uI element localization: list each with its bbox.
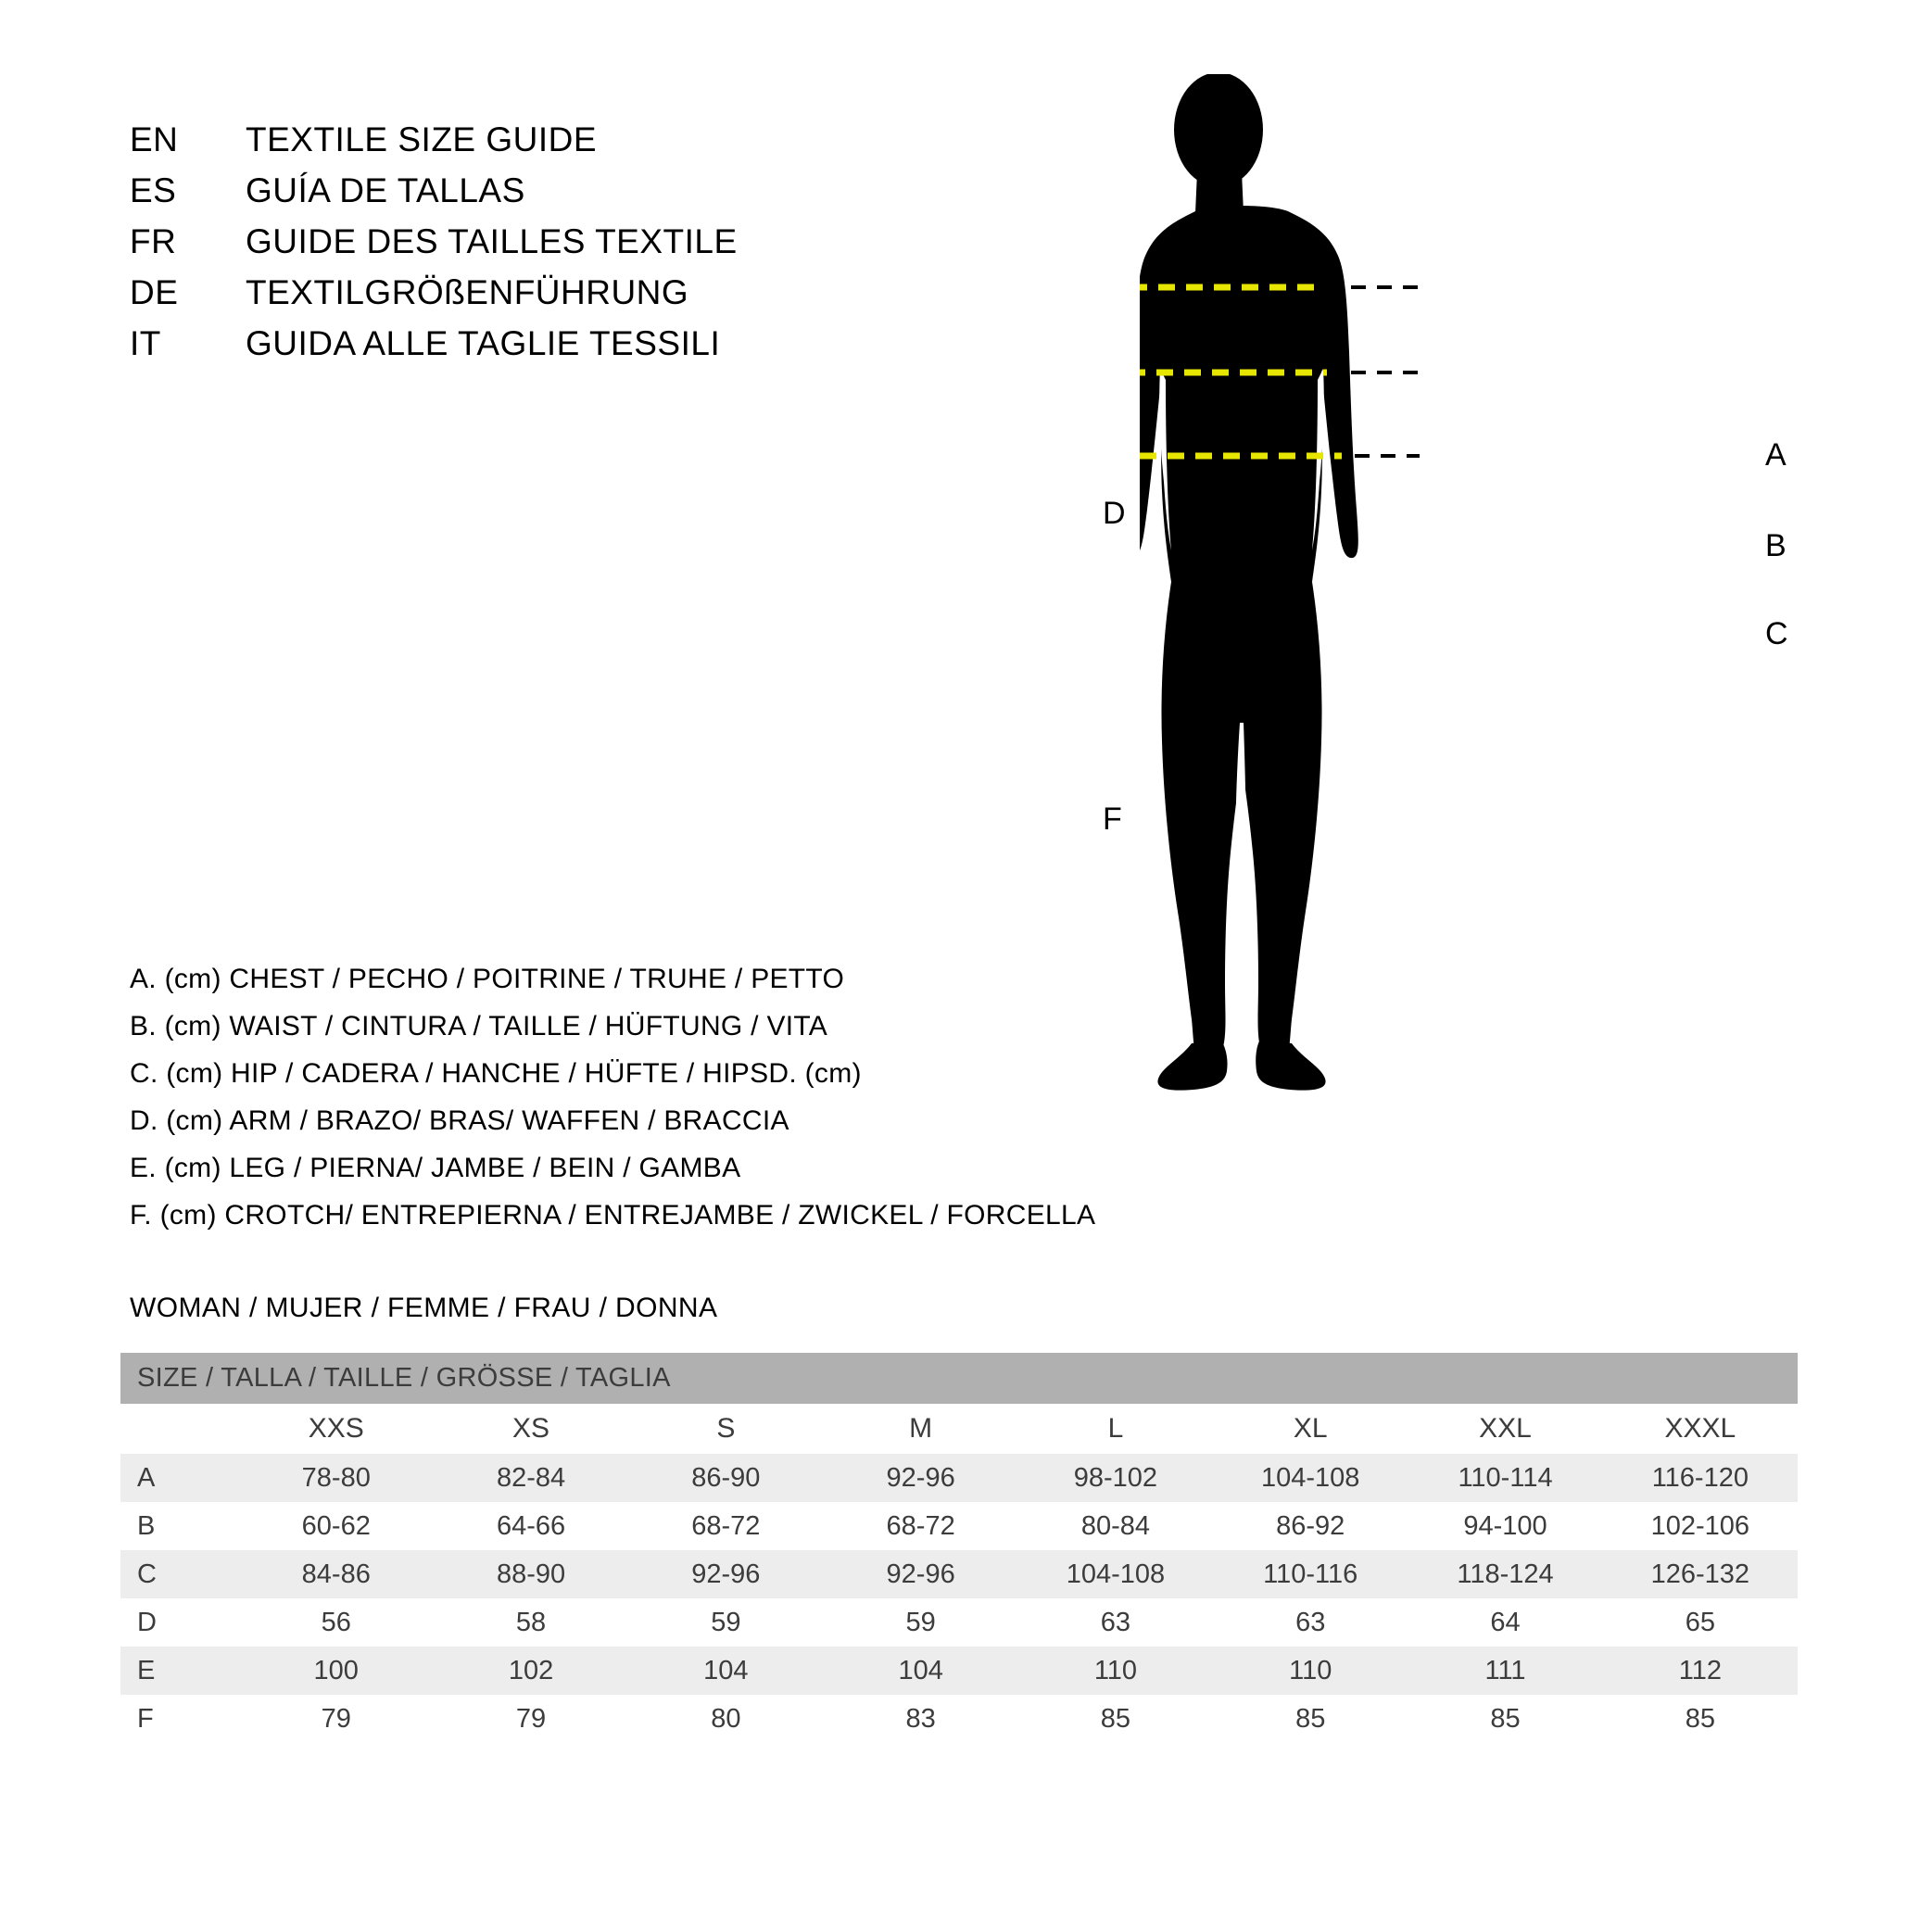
table-title: SIZE / TALLA / TAILLE / GRÖSSE / TAGLIA: [120, 1353, 1798, 1404]
language-code: EN: [130, 120, 179, 158]
callout-label-c: C: [1765, 616, 1788, 651]
cell-e-xxl: 111: [1408, 1647, 1602, 1695]
callout-label-a: A: [1765, 437, 1787, 473]
table-row: [120, 1454, 1798, 1502]
cell-d-xxxl: 65: [1603, 1598, 1798, 1647]
corner-cell: [120, 1404, 239, 1454]
column-header-s: S: [628, 1404, 823, 1454]
language-code: ES: [130, 171, 177, 209]
cell-d-xxs: 56: [239, 1598, 434, 1647]
legend-item-e: E. (cm) LEG / PIERNA/ JAMBE / BEIN / GAMBA: [130, 1153, 741, 1183]
group-heading: WOMAN / MUJER / FEMME / FRAU / DONNA: [130, 1293, 718, 1323]
row-label-c: C: [120, 1550, 239, 1598]
language-title: GUÍA DE TALLAS: [246, 171, 525, 209]
callout-label-b: B: [1765, 528, 1787, 563]
language-title: GUIDE DES TAILLES TEXTILE: [246, 222, 738, 260]
cell-f-xl: 85: [1213, 1695, 1408, 1743]
cell-a-l: 98-102: [1018, 1454, 1213, 1502]
cell-f-xxs: 79: [239, 1695, 434, 1743]
language-title: GUIDA ALLE TAGLIE TESSILI: [246, 324, 721, 362]
cell-e-xxs: 100: [239, 1647, 434, 1695]
cell-f-m: 83: [823, 1695, 1017, 1743]
body-measurement-diagram: [1103, 74, 1872, 1214]
title-row: [130, 222, 871, 273]
cell-e-xl: 110: [1213, 1647, 1408, 1695]
table-row: [120, 1647, 1798, 1695]
cell-d-l: 63: [1018, 1598, 1213, 1647]
cell-a-xl: 104-108: [1213, 1454, 1408, 1502]
title-row: [130, 273, 871, 324]
column-header-l: L: [1018, 1404, 1213, 1454]
table-row: [120, 1502, 1798, 1550]
title-row: [130, 120, 871, 171]
title-row: [130, 171, 871, 222]
cell-e-xxxl: 112: [1603, 1647, 1798, 1695]
cell-c-s: 92-96: [628, 1550, 823, 1598]
cell-a-xxl: 110-114: [1408, 1454, 1602, 1502]
language-code: FR: [130, 222, 177, 260]
column-header-xxl: XXL: [1408, 1404, 1602, 1454]
column-header-m: M: [823, 1404, 1017, 1454]
cell-d-xxl: 64: [1408, 1598, 1602, 1647]
legend-item-d: D. (cm) ARM / BRAZO/ BRAS/ WAFFEN / BRACCIA: [130, 1105, 789, 1136]
row-label-a: A: [120, 1454, 239, 1502]
language-code: DE: [130, 273, 179, 311]
cell-b-xxxl: 102-106: [1603, 1502, 1798, 1550]
cell-c-xxs: 84-86: [239, 1550, 434, 1598]
column-header-xxxl: XXXL: [1603, 1404, 1798, 1454]
measurement-legend: [130, 964, 1195, 1247]
language-title: TEXTILE SIZE GUIDE: [246, 120, 598, 158]
cell-d-xs: 58: [434, 1598, 628, 1647]
table-row: [120, 1695, 1798, 1743]
cell-f-xxxl: 85: [1603, 1695, 1798, 1743]
cell-d-m: 59: [823, 1598, 1017, 1647]
cell-b-s: 68-72: [628, 1502, 823, 1550]
cell-a-xxs: 78-80: [239, 1454, 434, 1502]
table-header-row: [120, 1404, 1798, 1454]
cell-b-l: 80-84: [1018, 1502, 1213, 1550]
cell-c-xxxl: 126-132: [1603, 1550, 1798, 1598]
silhouette-svg: [1140, 74, 1872, 1214]
cell-e-xs: 102: [434, 1647, 628, 1695]
cell-c-xxl: 118-124: [1408, 1550, 1602, 1598]
legend-item-a: A. (cm) CHEST / PECHO / POITRINE / TRUHE / PETTO: [130, 964, 845, 994]
cell-a-xs: 82-84: [434, 1454, 628, 1502]
cell-a-m: 92-96: [823, 1454, 1017, 1502]
size-table: [120, 1353, 1798, 1743]
table-row: [120, 1598, 1798, 1647]
cell-c-l: 104-108: [1018, 1550, 1213, 1598]
language-title-block: [130, 120, 871, 375]
cell-b-xl: 86-92: [1213, 1502, 1408, 1550]
row-label-f: F: [120, 1695, 239, 1743]
legend-item-c: C. (cm) HIP / CADERA / HANCHE / HÜFTE / HIPSD. (cm): [130, 1058, 862, 1089]
cell-b-m: 68-72: [823, 1502, 1017, 1550]
cell-f-xxl: 85: [1408, 1695, 1602, 1743]
title-row: [130, 324, 871, 375]
legend-item-f: F. (cm) CROTCH/ ENTREPIERNA / ENTREJAMBE / ZWICKEL / FORCELLA: [130, 1200, 1096, 1231]
cell-c-xl: 110-116: [1213, 1550, 1408, 1598]
cell-d-xl: 63: [1213, 1598, 1408, 1647]
row-label-e: E: [120, 1647, 239, 1695]
legend-item-b: B. (cm) WAIST / CINTURA / TAILLE / HÜFTUNG / VITA: [130, 1011, 828, 1041]
table-row: [120, 1550, 1798, 1598]
language-title: TEXTILGRÖßENFÜHRUNG: [246, 273, 689, 311]
cell-d-s: 59: [628, 1598, 823, 1647]
cell-f-l: 85: [1018, 1695, 1213, 1743]
cell-e-m: 104: [823, 1647, 1017, 1695]
bracket-label-e: E: [1205, 755, 1226, 790]
cell-c-m: 92-96: [823, 1550, 1017, 1598]
column-header-xs: XS: [434, 1404, 628, 1454]
cell-b-xs: 64-66: [434, 1502, 628, 1550]
bracket-label-f: F: [1103, 801, 1122, 837]
cell-f-s: 80: [628, 1695, 823, 1743]
cell-f-xs: 79: [434, 1695, 628, 1743]
column-header-xl: XL: [1213, 1404, 1408, 1454]
cell-b-xxs: 60-62: [239, 1502, 434, 1550]
cell-b-xxl: 94-100: [1408, 1502, 1602, 1550]
cell-a-xxxl: 116-120: [1603, 1454, 1798, 1502]
language-code: IT: [130, 324, 161, 362]
cell-e-s: 104: [628, 1647, 823, 1695]
table-title-row: [120, 1353, 1798, 1404]
column-header-xxs: XXS: [239, 1404, 434, 1454]
woman-silhouette-icon: [1140, 74, 1358, 1091]
row-label-b: B: [120, 1502, 239, 1550]
bracket-label-d: D: [1103, 496, 1126, 531]
cell-a-s: 86-90: [628, 1454, 823, 1502]
cell-e-l: 110: [1018, 1647, 1213, 1695]
cell-c-xs: 88-90: [434, 1550, 628, 1598]
row-label-d: D: [120, 1598, 239, 1647]
